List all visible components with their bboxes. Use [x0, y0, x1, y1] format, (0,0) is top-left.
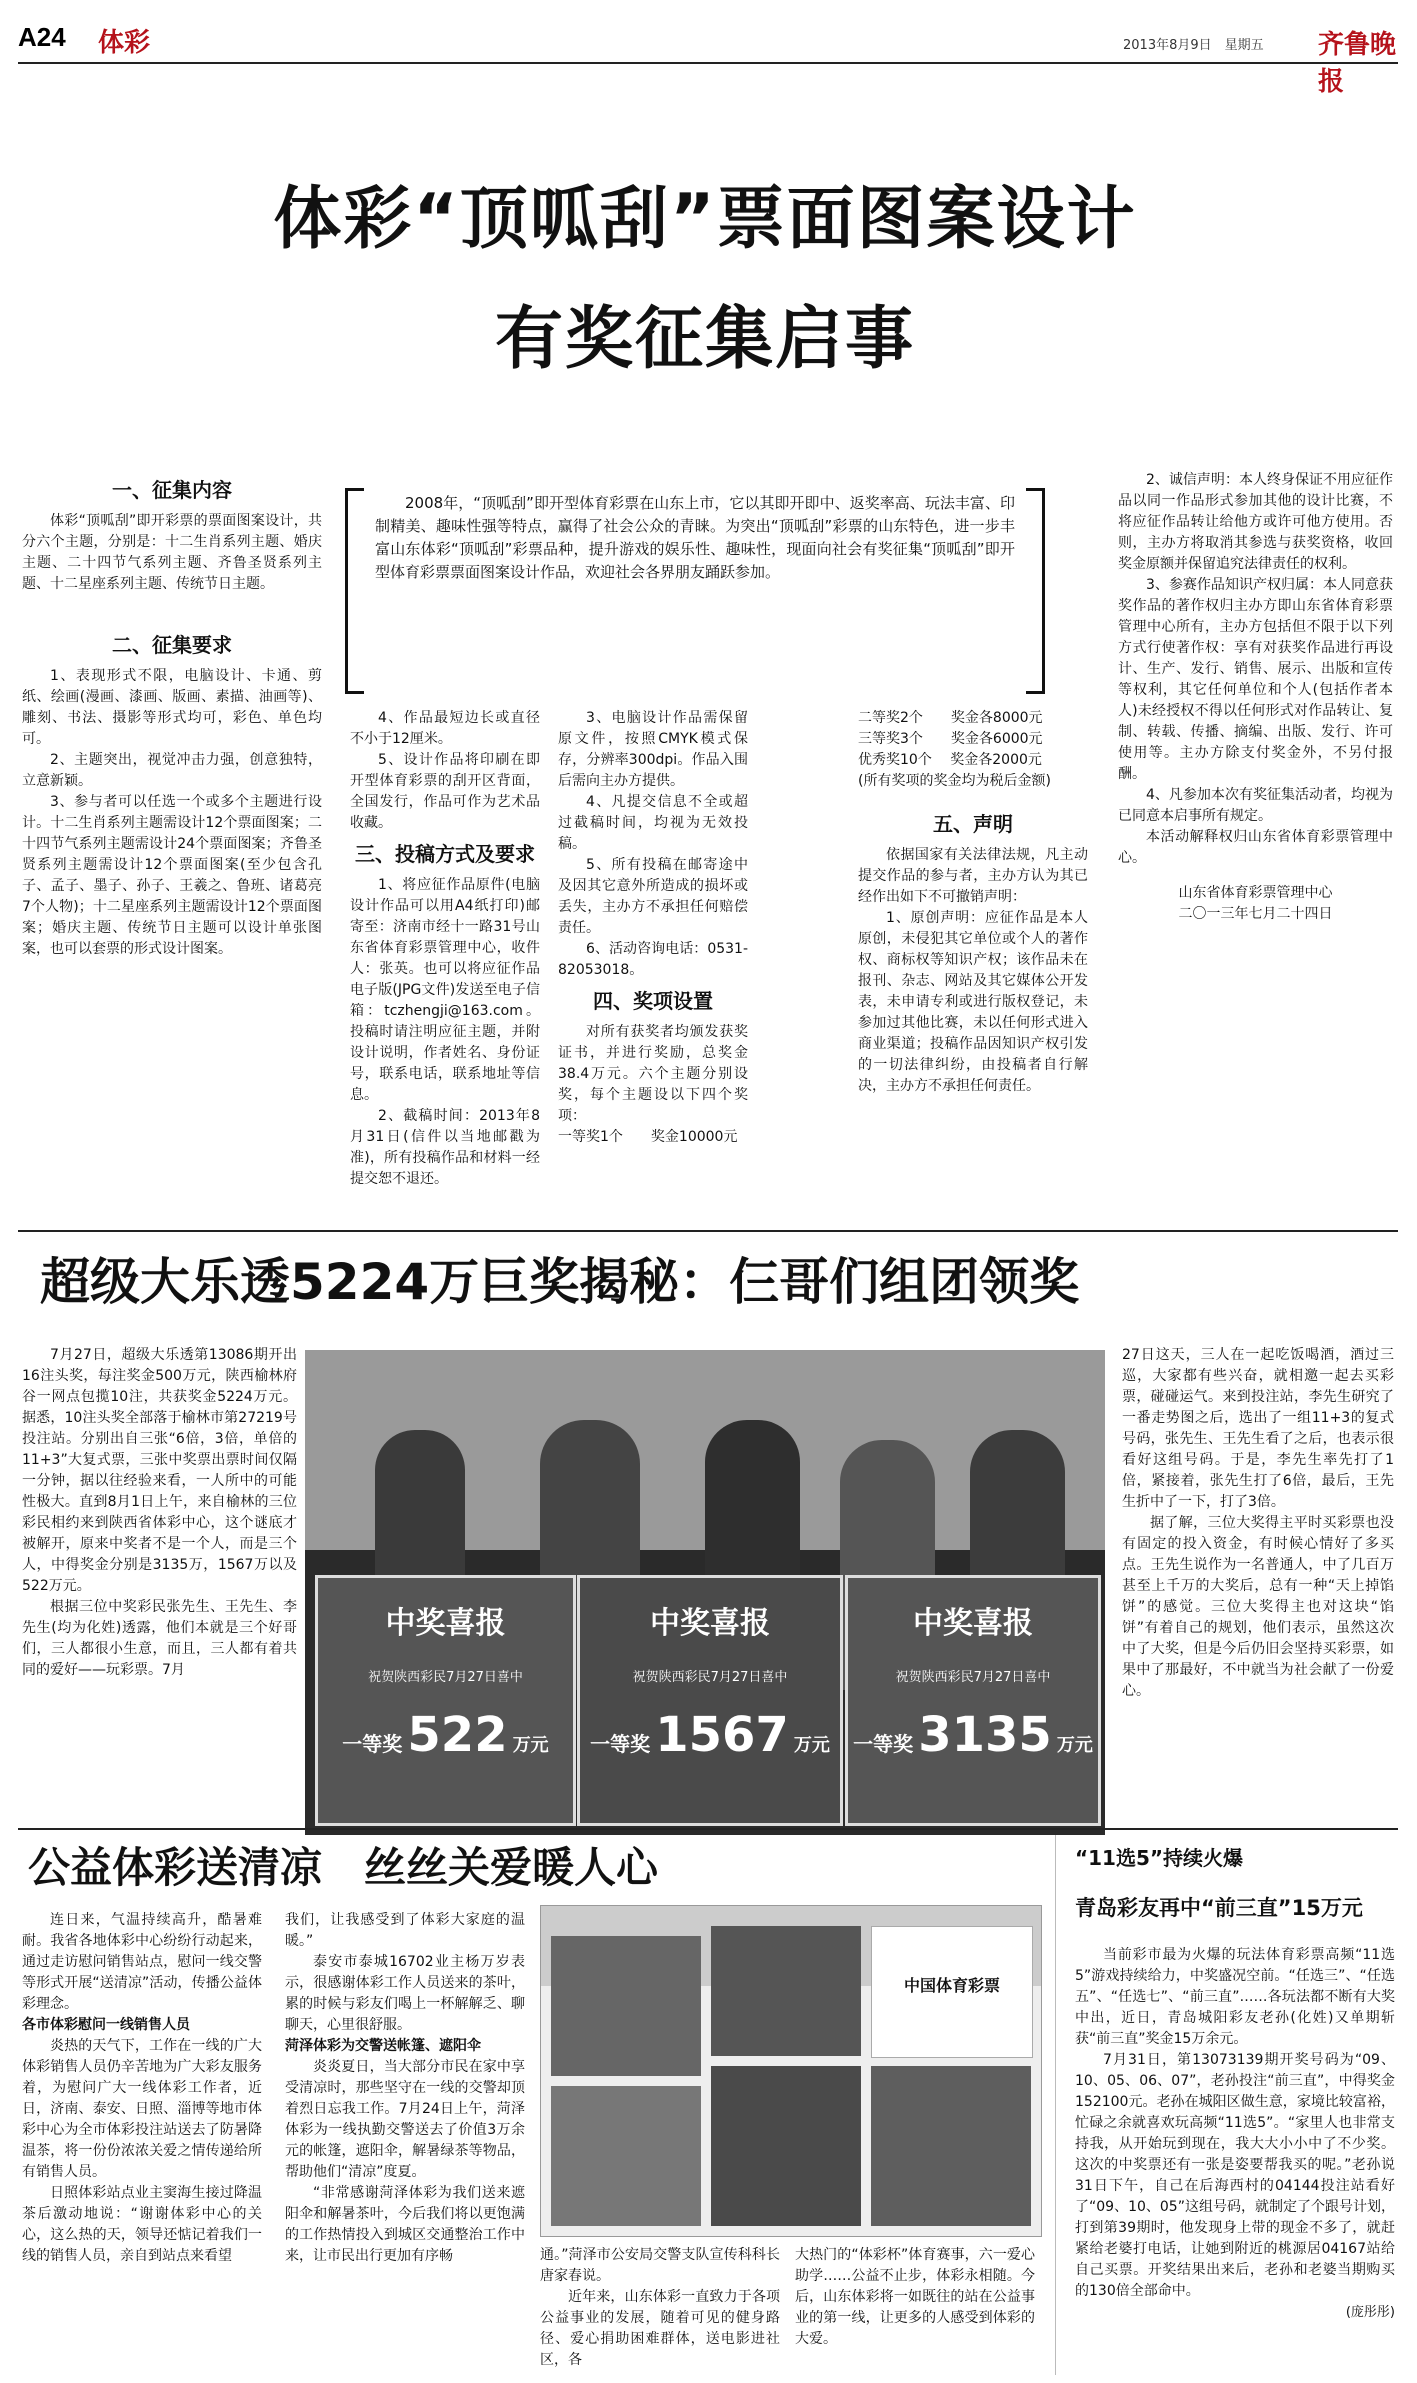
article2-right-col	[1122, 1345, 1394, 1702]
section3-item: 5、所有投稿在邮寄途中及因其它意外所造成的损坏或丢失，主办方不承担任何赔偿责任。	[558, 857, 748, 936]
section3-item: 2、截稿时间：2013年8月31日(信件以当地邮戳为准)，所有投稿作品和材料一经提交恕不退还。	[350, 1108, 540, 1187]
article2-para: 27日这天，三人在一起吃饭喝酒，酒过三巡，大家都有些兴奋，就相邀一起去买彩票，碰碰运气。来到投注站，李先生研究了一番走势图之后，选出了一组11+3的复式号码，张先生、王先生看了之后，也表示很看好这组号码。于是，李先生率先打了1倍，紧接着，张先生打了6倍，最后，王先生折中了一下，打了3倍。	[1122, 1347, 1394, 1510]
section2-heading: 二、征集要求	[112, 633, 232, 657]
board-unit: 万元	[793, 1735, 830, 1756]
article3-para: 近年来，山东体彩一直致力于各项公益事业的发展，随着可见的健身路径、爱心捐助困难群体，送电影进社区，各	[540, 2289, 780, 2368]
section4-text: 对所有获奖者均颁发获奖证书，并进行奖励，总奖金38.4万元。六个主题分别设奖，每个主题设以下四个奖项：	[558, 1024, 748, 1124]
article3-para: 我们，让我感受到了体彩大家庭的温暖。”	[285, 1912, 525, 1949]
board-sub: 祝贺陕西彩民7月27日喜中	[632, 1670, 788, 1685]
newspaper-name: 齐鲁晚报	[1318, 30, 1397, 97]
photo-frame	[551, 1936, 701, 2076]
board-head: 中奖喜报	[650, 1606, 770, 1641]
section5-item: 2、诚信声明：本人终身保证不用应征作品以同一作品形式参加其他的设计比赛，不将应征作品转让给他方或许可他方使用。否则，主办方将取消其参选与获奖资格，收回奖金原额并保留追究法律责任的权利。	[1118, 472, 1393, 572]
section5-item: 4、凡参加本次有奖征集活动者，均视为已同意本启事所有规定。	[1118, 787, 1393, 824]
board-amount: 522	[407, 1707, 508, 1763]
article1-col3	[558, 708, 748, 1148]
prize-line: 三等奖3个 奖金各6000元	[858, 731, 1043, 747]
section3-item: 3、电脑设计作品需保留原文件，按照CMYK模式保存，分辨率300dpi。作品入围后需向主办方提供。	[558, 710, 748, 789]
article3-para: 日照体彩站点业主窦海生接过降温茶后激动地说：“谢谢体彩中心的关心，这么热的天，领导还惦记着我们一线的销售人员，亲自到站点来看望	[22, 2185, 262, 2264]
charity-photo-collage	[540, 1905, 1042, 2237]
board-prize: 一等奖	[853, 1732, 914, 1756]
section5-item: 1、原创声明：应征作品是本人原创，未侵犯其它单位或个人的著作权、商标权等知识产权；该作品未在报刊、杂志、网站及其它媒体公开发表，未申请专利或进行版权登记，未参加过其他比赛，未以任何形式进入商业渠道；投稿作品因知识产权引发的一切法律纠纷，由投稿者自行解决，主办方不承担任何责任。	[858, 910, 1088, 1094]
section5-item: 3、参赛作品知识产权归属：本人同意获奖作品的著作权归主办方即山东省体育彩票管理中心所有，主办方包括但不限于以下列方式行使著作权：享有对获奖作品进行再设计、生产、发行、销售、展示、出版和宣传等权利，其它任何单位和个人(包括作者本人)未经授权不得以任何形式对作品转让、复制、转载、传播、摘编、出版、发行、许可使用等。主办方除支付奖金外，不另付报酬。	[1118, 577, 1393, 782]
article2-left-col	[22, 1345, 297, 1681]
prize-board	[577, 1575, 843, 1826]
article3-para: 炎炎夏日，当大部分市民在家中享受清凉时，那些坚守在一线的交警却顶着烈日忘我工作。7月24日上午，菏泽体彩为一线执勤交警送去了价值3万余元的帐篷，遮阳伞，解暑绿茶等物品，帮助他们“清凉”度夏。	[285, 2059, 525, 2180]
article3-para: 大热门的“体彩杯”体育赛事，六一爱心助学……公益不止步，体彩永相随。今后，山东体彩将一如既往的站在公益事业的第一线，让更多的人感受到体彩的大爱。	[795, 2247, 1035, 2347]
prize-board	[845, 1575, 1101, 1826]
article3-para: 连日来，气温持续高升，酷暑难耐。我省各地体彩中心纷纷行动起来，通过走访慰问销售站点，慰问一线交警等形式开展“送清凉”活动，传播公益体彩理念。	[22, 1912, 262, 2012]
section2-item: 5、设计作品将印刷在即开型体育彩票的刮开区背面，全国发行，作品可作为艺术品收藏。	[350, 752, 540, 831]
article3-title: 公益体彩送清凉 丝丝关爱暖人心	[28, 1843, 659, 1892]
article3-para: 通。”菏泽市公安局交警支队宣传科科长唐家春说。	[540, 2247, 780, 2284]
article4-para: 7月31日，第13073139期开奖号码为“09、10、05、06、07”，老孙投注“前三直”，中得奖金152100元。老孙在城阳区做生意，家境比较富裕，忙碌之余就喜欢玩高频“11选5”。“家里人也非常支持我，从开始玩到现在，我大大小小中了不少奖。这次的中奖票还有一张是姿要帮我买的呢。”老孙说31日下午，自己在后海西村的04144投注站看好了“09、10、05”这组号码，就制定了个跟号计划，打到第39期时，他发现身上带的现金不多了，就赶紧给老婆打电话，让她到附近的桃源居04167站给自己买票。开奖结果出来后，老孙和老婆当期购买的130倍全部命中。	[1075, 2052, 1395, 2299]
article4-body	[1075, 1945, 1395, 2323]
photo-frame	[871, 1926, 1033, 2058]
section1-heading: 一、征集内容	[112, 478, 232, 502]
photo-frame	[551, 2086, 701, 2226]
section-divider	[18, 1828, 1398, 1830]
article3-col3	[540, 2245, 780, 2371]
board-unit: 万元	[512, 1735, 549, 1756]
board-sub: 祝贺陕西彩民7月27日喜中	[368, 1670, 523, 1685]
prize-note: (所有奖项的奖金均为税后金额)	[858, 773, 1051, 789]
section3-item: 1、将应征作品原件(电脑设计作品可以用A4纸打印)邮寄至：济南市经十一路31号山东省体育彩票管理中心，收件人：张英。也可以将应征作品电子版(JPG文件)发送至电子信箱：tczhengji@163.com。投稿时请注明应征主题，并附设计说明，作者姓名、身份证号，联系电话，联系地址等信息。	[350, 877, 540, 1103]
article1-col2	[350, 708, 540, 1190]
column-divider	[1055, 1835, 1056, 2375]
section5-text: 依据国家有关法律法规，凡主动提交作品的参与者，主办方认为其已经作出如下不可撤销声明：	[858, 847, 1088, 905]
article1-title-line1: 体彩“顶呱刮”票面图案设计	[273, 180, 1137, 259]
article3-col2	[285, 1910, 525, 2267]
board-unit: 万元	[1056, 1735, 1093, 1756]
article4-byline: (庞彤彤)	[1345, 2305, 1395, 2320]
board-amount: 1567	[655, 1707, 789, 1763]
photo-frame	[711, 1926, 861, 2056]
intro-box	[345, 488, 1045, 696]
closing-text: 本活动解释权归山东省体育彩票管理中心。	[1118, 829, 1393, 866]
board-amount: 3135	[918, 1707, 1052, 1763]
bracket-left	[345, 488, 364, 694]
section2-item: 1、表现形式不限，电脑设计、卡通、剪纸、绘画(漫画、漆画、版画、素描、油画等)、雕刻、书法、摄影等形式均可，彩色、单色均可。	[22, 668, 322, 747]
section-divider	[18, 1230, 1398, 1232]
section3-heading: 三、投稿方式及要求	[355, 842, 535, 866]
article3-para: 泰安市泰城16702业主杨万岁表示，很感谢体彩工作人员送来的茶叶，累的时候与彩友们喝上一杯解解乏、聊聊天，心里很舒服。	[285, 1954, 525, 2033]
article2-para: 7月27日，超级大乐透第13086期开出16注头奖，每注奖金500万元，陕西榆林府谷一网点包揽10注，共获奖金5224万元。据悉，10注头奖全部落于榆林市第27219号投注站。分别出自三张“6倍，3倍，单倍的11+3”大复式票，三张中奖票出票时间仅隔一分钟，据以往经验来看，一人所中的可能性极大。直到8月1日上午，来自榆林的三位彩民相约来到陕西省体彩中心，这个谜底才被解开，原来中奖者不是一个人，而是三个人，中得奖金分别是3135万，1567万以及522万元。	[22, 1347, 297, 1594]
winners-photo	[305, 1350, 1105, 1835]
masthead	[18, 18, 1398, 97]
page-code: A24	[18, 22, 66, 52]
article3-subhead: 各市体彩慰问一线销售人员	[22, 2017, 190, 2033]
article3-col4	[795, 2245, 1035, 2350]
lottery-sign-text: 中国体育彩票	[903, 1976, 1000, 1995]
prize-line: 二等奖2个 奖金各8000元	[858, 710, 1043, 726]
section3-item: 6、活动咨询电话：0531-82053018。	[558, 941, 748, 978]
issue-date: 2013年8月9日 星期五	[1123, 38, 1264, 53]
section2-item: 3、参与者可以任选一个或多个主题进行设计。十二生肖系列主题需设计12个票面图案；二十四节气系列主题需设计24个票面图案；齐鲁圣贤系列主题需设计12个票面图案(至少包含孔子、孟子、墨子、孙子、王羲之、鲁班、诸葛亮7个人物)；十二星座系列主题需设计12个票面图案；婚庆主题、传统节日主题可以设计单张图案，也可以套票的形式设计图案。	[22, 794, 322, 957]
board-prize: 一等奖	[590, 1732, 651, 1756]
prize-board	[315, 1575, 576, 1826]
section2-item: 4、作品最短边长或直径不小于12厘米。	[350, 710, 540, 747]
article3-subhead: 菏泽体彩为交警送帐篷、遮阳伞	[285, 2038, 481, 2054]
section2-item: 2、主题突出，视觉冲击力强，创意独特，立意新颖。	[22, 752, 322, 789]
prize-line: 优秀奖10个 奖金各2000元	[858, 752, 1042, 768]
intro-text: 2008年，“顶呱刮”即开型体育彩票在山东上市，它以其即开即中、返奖率高、玩法丰富、印制精美、趣味性强等特点，赢得了社会公众的青睐。为突出“顶呱刮”彩票的山东特色，进一步丰富山东体彩“顶呱刮”彩票品种，提升游戏的娱乐性、趣味性，现面向社会有奖征集“顶呱刮”即开型体育彩票票面图案设计作品，欢迎社会各界朋友踊跃参加。	[375, 494, 1015, 581]
article1-col4	[858, 708, 1088, 1097]
bracket-right	[1026, 488, 1045, 694]
article4-title: 青岛彩友再中“前三直”15万元	[1075, 1896, 1363, 1920]
photo-frame	[711, 2066, 861, 2226]
prize-line: 一等奖1个 奖金10000元	[558, 1129, 738, 1145]
board-head: 中奖喜报	[913, 1606, 1033, 1641]
article3-para: 炎热的天气下，工作在一线的广大体彩销售人员仍辛苦地为广大彩友服务着，为慰问广大一线体彩工作者，近日，济南、泰安、日照、淄博等地市体彩中心为全市体彩投注站送去了防暑降温茶，将一份份浓浓关爱之情传递给所有销售人员。	[22, 2038, 262, 2180]
article1-col5	[1118, 470, 1393, 925]
board-sub: 祝贺陕西彩民7月27日喜中	[895, 1670, 1051, 1685]
article4-para: 当前彩市最为火爆的玩法体育彩票高频“11选5”游戏持续给力，中奖盛况空前。“任选三”、“任选五”、“任选七”、“前三直”……各玩法都不断有大奖中出，近日，青岛城阳彩友老孙(化姓)又单期斩获“前三直”奖金15万余元。	[1075, 1947, 1395, 2047]
section-label: 体彩	[98, 28, 151, 58]
signature-org: 山东省体育彩票管理中心	[1178, 885, 1333, 901]
board-prize: 一等奖	[342, 1732, 403, 1756]
article3-col1	[22, 1910, 262, 2267]
article2-para: 据了解，三位大奖得主平时买彩票也没有固定的投入资金，有时候心情好了多买点。王先生说作为一名普通人，中了几百万甚至上千万的大奖后，总有一种“天上掉馅饼”的感觉。三位大奖得主也对这块“馅饼”有着自己的规划，他们表示，虽然这次中了大奖，但是今后仍旧会坚持买彩票，如果中了那最好，不中就当为社会献了一份爱心。	[1122, 1515, 1394, 1699]
article1-col1	[22, 470, 322, 960]
article1-title-line2: 有奖征集启事	[494, 300, 915, 379]
signature-date: 二〇一三年七月二十四日	[1178, 906, 1333, 922]
article3-para: “非常感谢菏泽体彩为我们送来遮阳伞和解暑茶叶，今后我们将以更饱满的工作热情投入到城区交通整治工作中来，让市民出行更加有序畅	[285, 2185, 525, 2264]
section3-item: 4、凡提交信息不全或超过截稿时间，均视为无效投稿。	[558, 794, 748, 852]
section4-heading: 四、奖项设置	[593, 989, 713, 1013]
section5-heading: 五、声明	[933, 812, 1013, 836]
article2-title: 超级大乐透5224万巨奖揭秘：仨哥们组团领奖	[40, 1253, 1080, 1311]
board-head: 中奖喜报	[385, 1606, 506, 1641]
section1-text: 体彩“顶呱刮”即开彩票的票面图案设计，共分六个主题，分别是：十二生肖系列主题、婚庆主题、二十四节气系列主题、齐鲁圣贤系列主题、十二星座系列主题、传统节日主题。	[22, 513, 322, 592]
photo-frame	[871, 2066, 1031, 2226]
article2-para: 根据三位中奖彩民张先生、王先生、李先生(均为化姓)透露，他们本就是三个好哥们，三人都很小生意，而且，三人都有着共同的爱好——玩彩票。7月	[22, 1599, 297, 1678]
masthead-rule	[18, 62, 1398, 64]
article4-kicker: “11选5”持续火爆	[1075, 1846, 1244, 1870]
